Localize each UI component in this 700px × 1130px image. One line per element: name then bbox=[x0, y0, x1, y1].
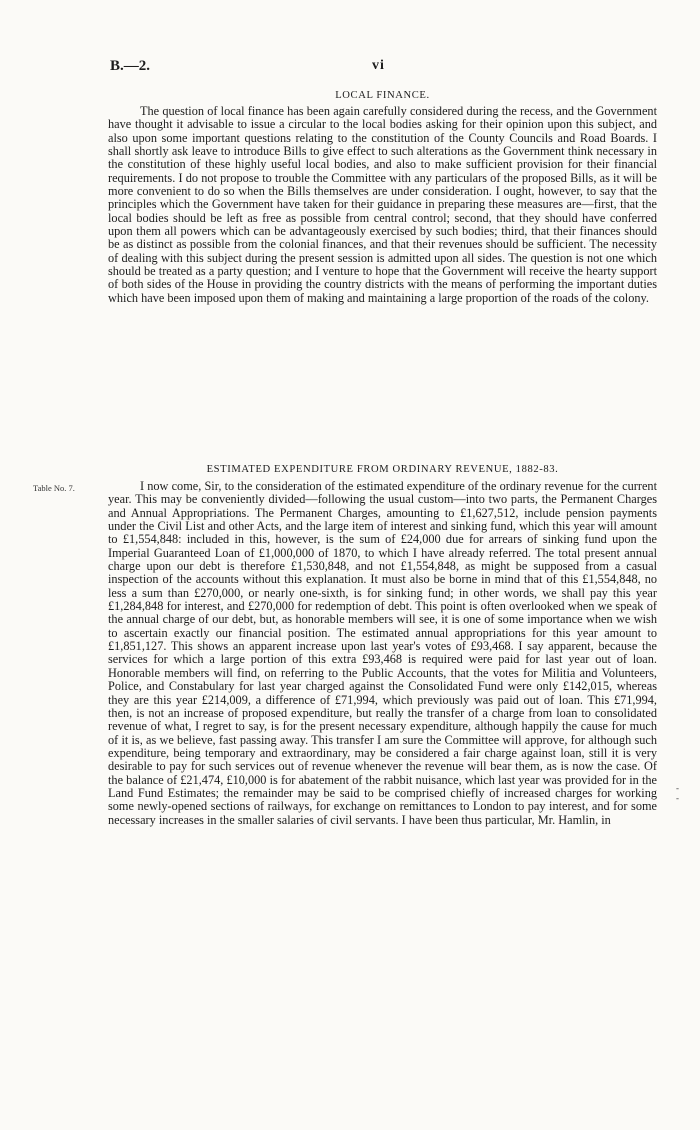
margin-scan-mark: - - bbox=[676, 783, 679, 803]
section-heading-estimated-expenditure: ESTIMATED EXPENDITURE FROM ORDINARY REVENUE, 1882-83. bbox=[206, 464, 559, 475]
page-header bbox=[110, 58, 660, 78]
section-heading-local-finance: LOCAL FINANCE. bbox=[335, 90, 430, 101]
document-reference: B.—2. bbox=[110, 58, 151, 74]
paragraph-local-finance: The question of local finance has been again carefully considered during the recess, and the Government have thought it advisable to issue a circular to the local bodies asking for their opinion upon this subject, and also upon some important questions relating to the constitution of the County Councils and Road Boards. I shall shortly ask leave to introduce Bills to give effect to such alterations as the Government think necessary in the constitution of these highly useful local bodies, and also to make sufficient provision for their financial requirements. I do not propose to trouble the Committee with any particulars of the proposed Bills, as it will be more convenient to do so when the Bills themselves are under consideration. I ought, however, to say that the principles which the Government have taken for their guidance in preparing these measures are—first, that the local bodies should be left as free as possible from central control; second, that they should have conferred upon them all powers which can be advantageously exercised by such bodies; third, that their finances should be as distinct as possible from the colonial finances, and that their revenues should be sufficient. The necessity of dealing with this subject during the present session is admitted upon all sides. The question is not one which should be treated as a party question; and I venture to hope that the Government will receive the hearty support of both sides of the House in providing the country districts with the means of performing the important duties which have been imposed upon them of making and maintaining a large proportion of the roads of the colony. bbox=[108, 104, 657, 305]
paragraph-estimated-expenditure: I now come, Sir, to the consideration of the estimated expenditure of the ordinary revenue for the current year. This may be conveniently divided—following the usual custom—into two parts, the Permanent Charges and Annual Appropriations. The Permanent Charges, amounting to £1,627,512, include pension payments under the Civil List and other Acts, and the large item of interest and sinking fund, which this year will amount to £1,554,848: included in this, however, is the sum of £24,000 due for arrears of sinking fund upon the Imperial Guaranteed Loan of £1,000,000 of 1870, to which I have already referred. The total present annual charge upon our debt is therefore £1,530,848, and not £1,554,848, as might be supposed from a casual inspection of the accounts without this explanation. It must also be borne in mind that of this £1,554,848, no less a sum than £270,000, or nearly one-sixth, is for sinking fund; in other words, we shall pay this year £1,284,848 for interest, and £270,000 for redemption of debt. This point is often overlooked when we speak of the annual charge of our debt, but, as honorable members will see, it is one of some importance when we wish to ascertain exactly our financial position. The estimated annual appropriations for this year amount to £1,851,127. This shows an apparent increase upon last year's votes of £93,468. I say apparent, because the services for which a large portion of this extra £93,468 is required were paid for last year out of loan. Honorable members will find, on referring to the Public Accounts, that the votes for Militia and Volunteers, Police, and Constabulary for last year charged against the Consolidated Fund were only £142,015, whereas they are this year £214,009, a difference of £71,994, which previously was paid out of loan. This £71,994, then, is not an increase of proposed expenditure, but really the transfer of a charge from loan to consolidated revenue of what, I regret to say, is for the present necessary expenditure, although happily the cause for much of it is, as we believe, fast passing away. This transfer I am sure the Committee will approve, for although such expenditure, being temporary and extraordinary, may be considered a fair charge against loan, still it is very desirable to pay for such services out of revenue whenever the revenue will bear them, as is now the case. Of the balance of £21,474, £10,000 is for abatement of the rabbit nuisance, which last year was provided for in the Land Fund Estimates; the remainder may be said to be comprised chiefly of increased charges for working some newly-opened sections of railways, for exchange on remittances to London to pay interest, and for some necessary increases in the smaller salaries of civil servants. I have been thus particular, Mr. Hamlin, in bbox=[108, 479, 657, 827]
margin-note-table-reference: Table No. 7. bbox=[33, 483, 75, 493]
page-number: vi bbox=[372, 58, 385, 73]
